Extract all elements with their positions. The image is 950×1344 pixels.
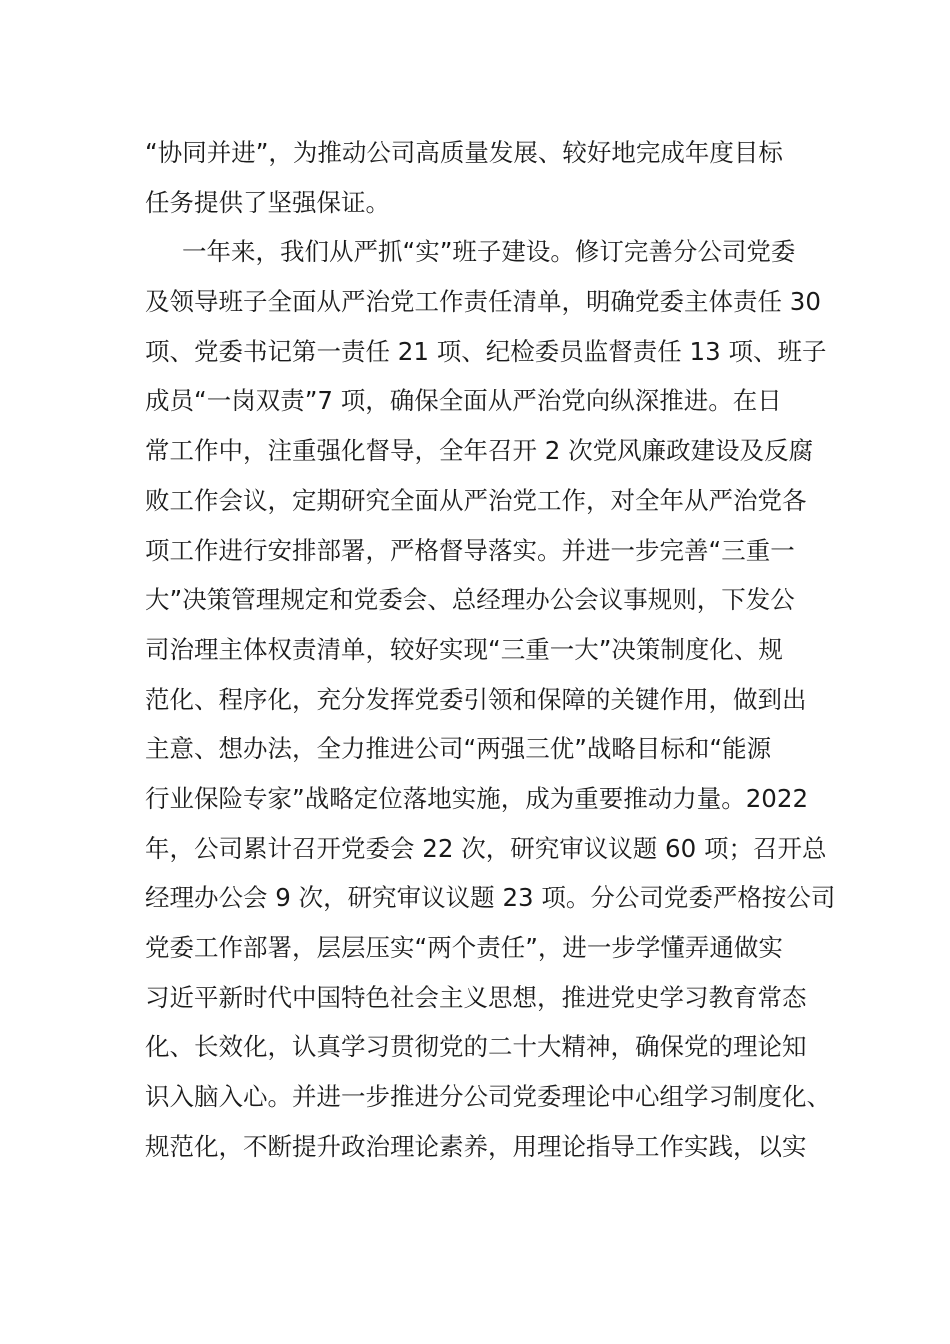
paragraph-start-line: 一年来，我们从严抓“实”班子建设。修订完善分公司党委 bbox=[182, 237, 796, 267]
text-line: 范化、程序化，充分发挥党委引领和保障的关键作用，做到出 bbox=[145, 684, 807, 714]
text-line: 识入脑入心。并进一步推进分公司党委理论中心组学习制度化、 bbox=[145, 1082, 831, 1112]
text-line: 党委工作部署，层层压实“两个责任”，进一步学懂弄通做实 bbox=[145, 933, 783, 962]
text-line: 行业保险专家”战略定位落地实施，成为重要推动力量。2022 bbox=[145, 783, 809, 813]
text-line: 项工作进行安排部署，严格督导落实。并进一步完善“三重一 bbox=[145, 535, 795, 565]
text-line: 化、长效化，认真学习贯彻党的二十大精神，确保党的理论知 bbox=[145, 1032, 807, 1062]
text-line: 经理办公会 9 次，研究审议议题 23 项。分公司党委严格按公司 bbox=[145, 883, 836, 913]
text-line: 年，公司累计召开党委会 22 次，研究审议议题 60 项；召开总 bbox=[145, 833, 827, 863]
text-line: 成员“一岗双责”7 项，确保全面从严治党向纵深推进。在日 bbox=[145, 386, 782, 416]
text-line: 常工作中，注重强化督导，全年召开 2 次党风廉政建设及反腐 bbox=[145, 436, 814, 466]
text-line: 大”决策管理规定和党委会、总经理办公会议事规则，下发公 bbox=[145, 585, 795, 615]
text-line: 主意、想办法，全力推进公司“两强三优”战略目标和“能源 bbox=[145, 734, 772, 764]
text-line: 任务提供了坚强保证。 bbox=[145, 187, 390, 217]
text-line: 规范化，不断提升政治理论素养，用理论指导工作实践，以实 bbox=[145, 1131, 807, 1161]
text-line: 司治理主体权责清单，较好实现“三重一大”决策制度化、规 bbox=[145, 634, 783, 664]
text-line: 项、党委书记第一责任 21 项、纪检委员监督责任 13 项、班子 bbox=[145, 336, 827, 366]
text-line: 及领导班子全面从严治党工作责任清单，明确党委主体责任 30 bbox=[145, 287, 821, 317]
body-text bbox=[145, 128, 836, 1171]
text-line: “协同并进”，为推动公司高质量发展、较好地完成年度目标 bbox=[145, 138, 783, 167]
text-line: 败工作会议，定期研究全面从严治党工作，对全年从严治党各 bbox=[145, 485, 807, 515]
text-line: 习近平新时代中国特色社会主义思想，推进党史学习教育常态 bbox=[145, 982, 807, 1012]
